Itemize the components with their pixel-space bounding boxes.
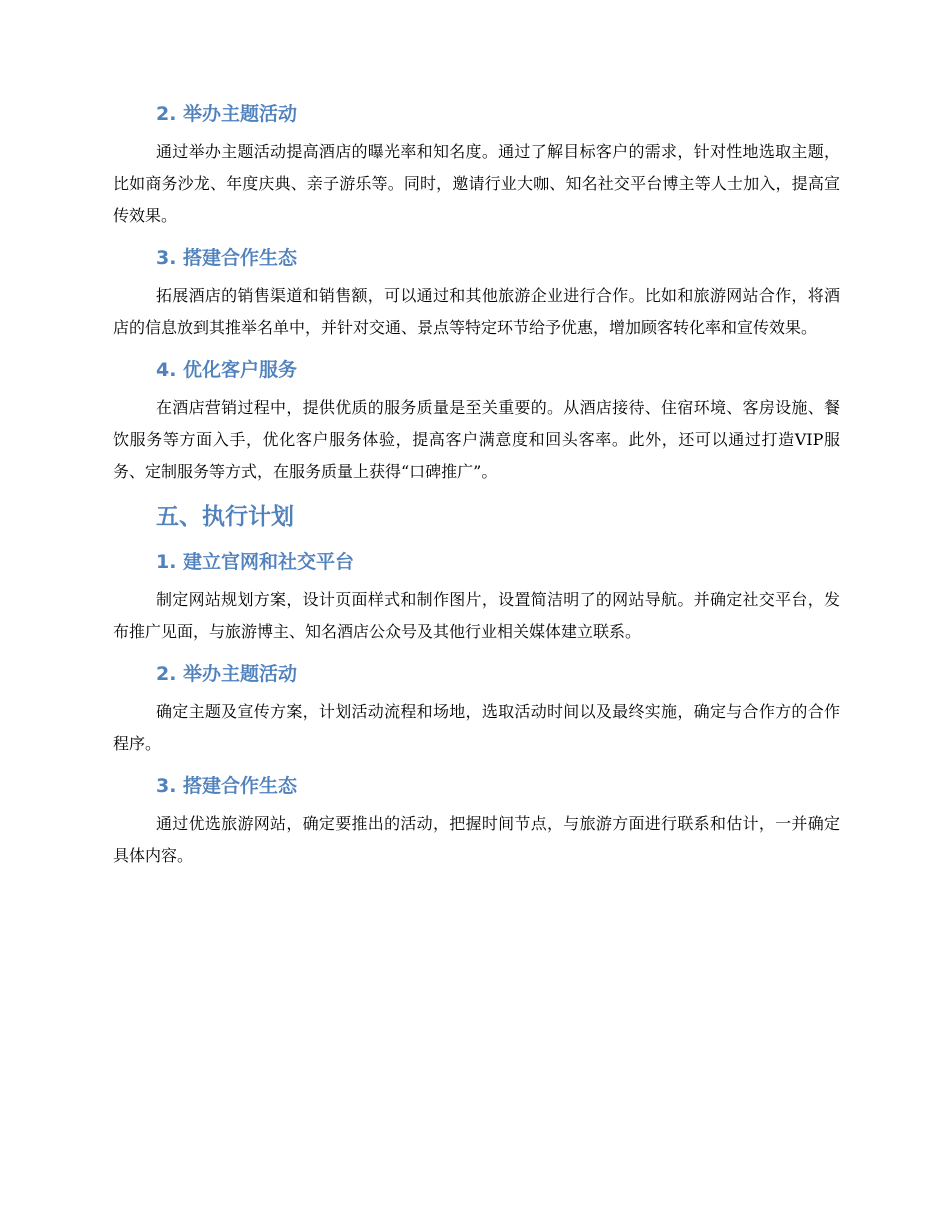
section-heading-2-themed-events: 2. 举办主题活动: [156, 103, 298, 125]
section-heading-2-themed-events-plan: 2. 举办主题活动: [156, 663, 298, 685]
paragraph-themed-events-plan: 确定主题及宣传方案，计划活动流程和场地，选取活动时间以及最终实施，确定与合作方的合作程序。: [113, 702, 840, 753]
paragraph-cooperation: 拓展酒店的销售渠道和销售额，可以通过和其他旅游企业进行合作。比如和旅游网站合作，将酒店的信息放到其推举名单中，并针对交通、景点等特定环节给予优惠，增加顾客转化率和宣传效果。: [113, 286, 840, 337]
section-heading-3-cooperation-plan: 3. 搭建合作生态: [156, 775, 298, 797]
paragraph-themed-events: 通过举办主题活动提高酒店的曝光率和知名度。通过了解目标客户的需求，针对性地选取主题，比如商务沙龙、年度庆典、亲子游乐等。同时，邀请行业大咖、知名社交平台博主等人士加入，提高宣传效果。: [113, 142, 840, 225]
paragraph-website-social: 制定网站规划方案，设计页面样式和制作图片，设置简洁明了的网站导航。并确定社交平台，发布推广见面，与旅游博主、知名酒店公众号及其他行业相关媒体建立联系。: [113, 590, 840, 641]
chapter-heading-execution-plan: 五、执行计划: [156, 504, 294, 530]
section-heading-1-website-social: 1. 建立官网和社交平台: [156, 551, 355, 573]
paragraph-cooperation-plan: 通过优选旅游网站，确定要推出的活动，把握时间节点，与旅游方面进行联系和估计，一并确定具体内容。: [113, 814, 840, 865]
section-heading-3-cooperation: 3. 搭建合作生态: [156, 247, 298, 269]
section-heading-4-customer-service: 4. 优化客户服务: [156, 359, 298, 381]
paragraph-customer-service: 在酒店营销过程中，提供优质的服务质量是至关重要的。从酒店接待、住宿环境、客房设施、餐饮服务等方面入手，优化客户服务体验，提高客户满意度和回头客率。此外，还可以通过打造VIP服务、定制服务等方式，在服务质量上获得“口碑推广”。: [113, 398, 840, 481]
document-page: [113, 100, 840, 872]
